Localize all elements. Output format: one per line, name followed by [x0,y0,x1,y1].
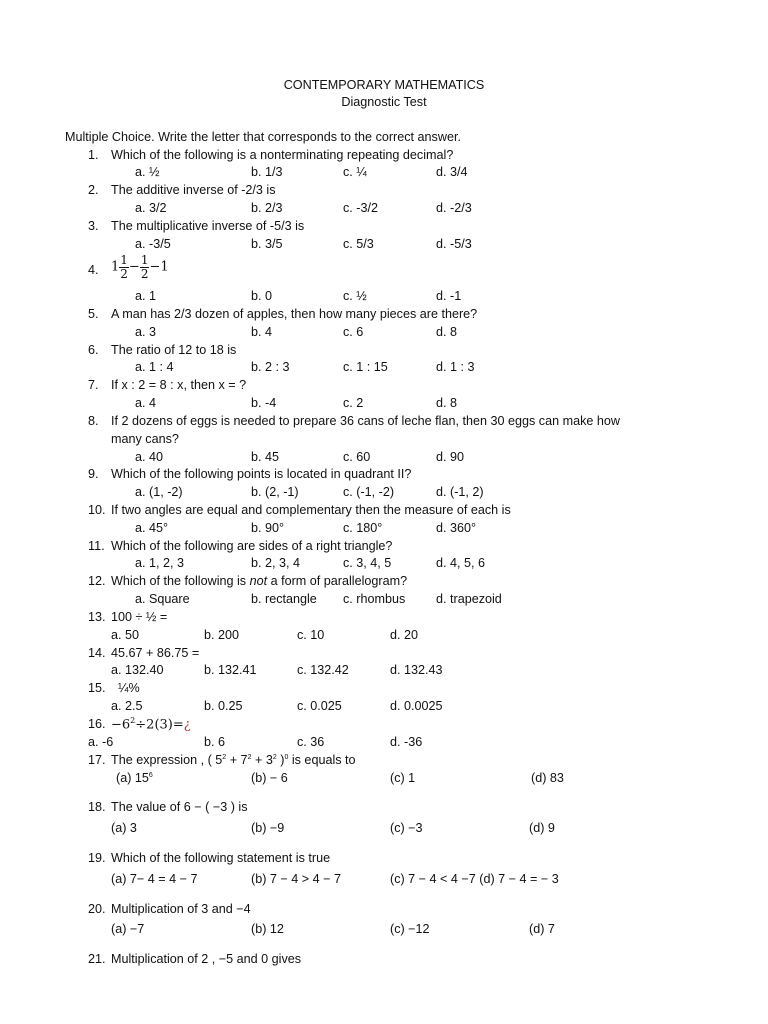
option-c: c. 132.42 [297,663,349,677]
option-c: c. -3/2 [343,201,378,215]
option-a: a. 3/2 [135,201,167,215]
question-text: ¼% [118,681,140,695]
question-number: 15. [88,681,106,695]
exponent-expression: $-6^2\div 2(3)=¿$ [111,716,191,733]
question-number: 3. [88,219,99,233]
option-b: (b) − 6 [251,771,288,785]
option-a: a. ½ [135,165,160,179]
question-text: If 2 dozens of eggs is needed to prepare 36 cans of leche flan, then 30 eggs can make how [111,414,620,428]
question-text: Which of the following statement is true [111,851,331,865]
option-a: a. 1 : 4 [135,360,174,374]
option-b: b. 132.41 [204,663,257,677]
option-a: (a) 7− 4 = 4 − 7 [111,872,198,886]
question-number: 4. [88,263,99,277]
question-number: 2. [88,183,99,197]
option-d: d. -5/3 [436,237,472,251]
question-number: 16. [88,717,106,731]
fraction: $\frac{1}{2}$ [120,253,128,281]
question-text: If x : 2 = 8 : x, then x = ? [111,378,247,392]
question-number: 18. [88,800,106,814]
question-text: Multiplication of 2 , −5 and 0 gives [111,952,302,966]
question-number: 13. [88,610,106,624]
question-text: Which of the following is not a form of parallelogram? [111,574,408,588]
option-a: a. -6 [88,735,114,749]
question-number: 7. [88,378,99,392]
option-d: d. trapezoid [436,592,502,606]
option-a: a. (1, -2) [135,485,183,499]
option-c: (c) −12 [390,922,430,936]
document-subtitle: Diagnostic Test [341,95,427,109]
question-text: 100 ÷ ½ = [111,610,168,624]
question-number: 6. [88,343,99,357]
option-b: b. 2/3 [251,201,283,215]
option-a: a. 4 [135,396,157,410]
option-d: d. 90 [436,450,465,464]
option-b: b. 2 : 3 [251,360,290,374]
question-number: 12. [88,574,106,588]
option-c: c. 60 [343,450,371,464]
option-a: (a) $15^6$ [116,771,153,786]
question-number: 11. [88,539,105,553]
question-number: 10. [88,503,106,517]
option-c-d: (c) 7 − 4 < 4 −7 (d) 7 − 4 = − 3 [390,872,559,886]
question-number: 20. [88,902,106,916]
option-b: b. 1/3 [251,165,283,179]
option-c: c. ¼ [343,165,367,179]
option-a: a. 1, 2, 3 [135,556,185,570]
option-c: (c) −3 [390,821,423,835]
question-number: 9. [88,467,99,481]
option-c: (c) 1 [390,771,416,785]
option-d: d. 360° [436,521,477,535]
option-c: c. ½ [343,289,367,303]
option-a: (a) −7 [111,922,145,936]
option-c: c. 3, 4, 5 [343,556,392,570]
option-a: a. 3 [135,325,157,339]
question-text: The expression , ( $5^2 + 7^2 + 3^2$ )$^0$ is equals to [111,753,356,768]
question-text-continued: many cans? [111,432,179,446]
option-b: (b) 12 [251,922,284,936]
option-d: d. 1 : 3 [436,360,475,374]
question-number: 17. [88,753,106,767]
question-text: Multiplication of 3 and −4 [111,902,251,916]
option-c: c. 0.025 [297,699,342,713]
option-b: b. 4 [251,325,273,339]
option-a: a. 50 [111,628,140,642]
option-d: d. 8 [436,325,458,339]
question-number: 8. [88,414,99,428]
option-b: b. 0 [251,289,273,303]
option-d: (d) 9 [529,821,555,835]
question-text: The ratio of 12 to 18 is [111,343,237,357]
question-text: A man has 2/3 dozen of apples, then how many pieces are there? [111,307,478,321]
instructions: Multiple Choice. Write the letter that corresponds to the correct answer. [65,130,461,144]
option-c: c. 6 [343,325,364,339]
option-a: a. Square [135,592,190,606]
question-number: 1. [88,148,99,162]
option-c: c. 36 [297,735,325,749]
option-c: c. 1 : 15 [343,360,388,374]
question-text: The multiplicative inverse of -5/3 is [111,219,305,233]
option-a: a. 132.40 [111,663,164,677]
question-text: If two angles are equal and complementary then the measure of each is [111,503,511,517]
option-b: b. 45 [251,450,280,464]
option-b: b. 3/5 [251,237,283,251]
option-d: d. -1 [436,289,462,303]
question-text: Which of the following points is located in quadrant II? [111,467,412,481]
option-d: d. 20 [390,628,419,642]
question-number: 5. [88,307,99,321]
option-c: c. rhombus [343,592,406,606]
option-b: (b) 7 − 4 > 4 − 7 [251,872,341,886]
option-b: b. -4 [251,396,277,410]
option-d: d. 0.0025 [390,699,443,713]
option-d: (d) 7 [529,922,555,936]
question-number: 14. [88,646,106,660]
question-text: Which of the following is a nonterminating repeating decimal? [111,148,454,162]
option-a: a. 45° [135,521,169,535]
option-d: d. 132.43 [390,663,443,677]
option-d: d. 8 [436,396,458,410]
option-c: c. 180° [343,521,383,535]
mixed-fraction-expression [111,254,169,280]
option-a: a. 1 [135,289,157,303]
option-d: d. 3/4 [436,165,468,179]
option-b: (b) −9 [251,821,285,835]
document-title: CONTEMPORARY MATHEMATICS [283,78,485,92]
option-a: a. -3/5 [135,237,171,251]
option-b: b. 2, 3, 4 [251,556,301,570]
option-b: b. 0.25 [204,699,243,713]
inverted-question-mark: ¿ [183,717,191,733]
option-b: b. 6 [204,735,226,749]
question-text: The value of 6 − ( −3 ) is [111,800,248,814]
expr-minus: − [128,259,140,275]
option-d: d. 4, 5, 6 [436,556,486,570]
option-d: (d) 83 [531,771,564,785]
expr-minus-one: −1 [149,259,169,275]
option-c: c. (-1, -2) [343,485,395,499]
question-number: 19. [88,851,106,865]
option-c: c. 10 [297,628,325,642]
option-d: d. (-1, 2) [436,485,484,499]
option-b: b. rectangle [251,592,317,606]
option-d: d. -2/3 [436,201,472,215]
option-c: c. 2 [343,396,364,410]
option-c: c. 5/3 [343,237,374,251]
option-a: a. 40 [135,450,164,464]
option-b: b. 90° [251,521,285,535]
option-a: a. 2.5 [111,699,143,713]
emphasis-not: not [249,574,268,588]
option-d: d. -36 [390,735,423,749]
expr-whole: 1 [111,259,120,275]
question-text: The additive inverse of -2/3 is [111,183,276,197]
option-b: b. (2, -1) [251,485,299,499]
option-b: b. 200 [204,628,240,642]
question-number: 21. [88,952,106,966]
fraction: $\frac{1}{2}$ [140,253,149,281]
option-a: (a) 3 [111,821,137,835]
question-text: 45.67 + 86.75 = [111,646,200,660]
question-text: Which of the following are sides of a right triangle? [111,539,393,553]
